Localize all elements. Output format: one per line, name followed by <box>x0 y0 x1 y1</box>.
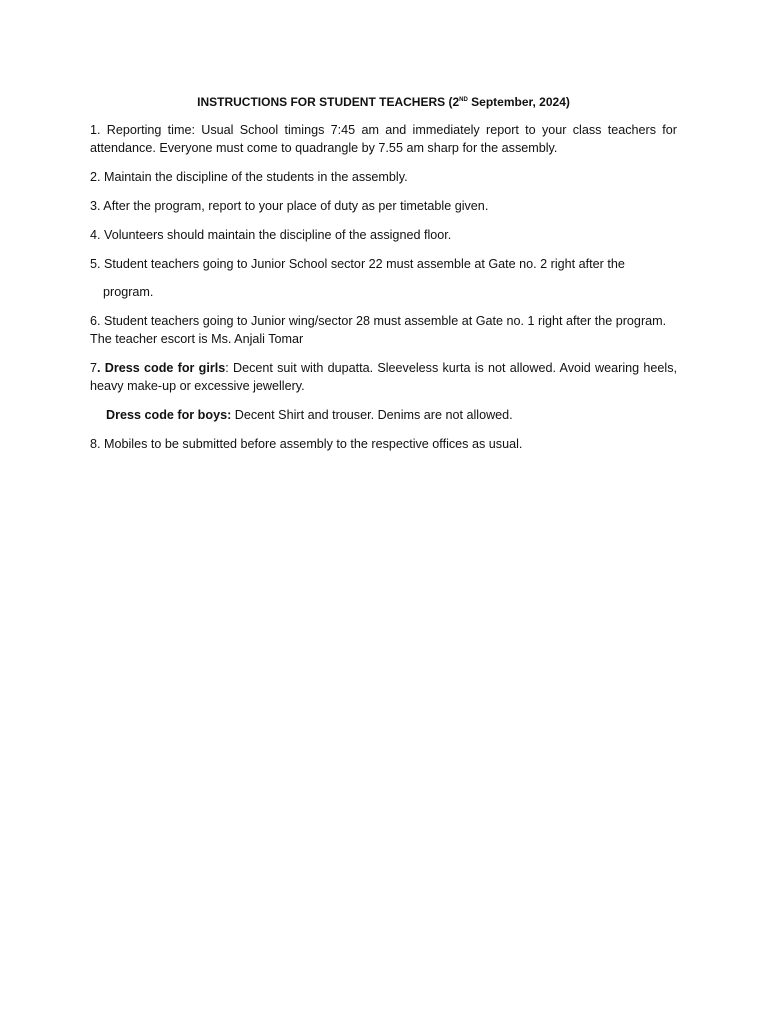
instruction-item-6 <box>90 312 677 348</box>
instruction-item-6-line2: The teacher escort is Ms. Anjali Tomar <box>90 332 304 346</box>
instruction-item-7-girls-dress-code <box>90 359 677 395</box>
instruction-item-8: 8. Mobiles to be submitted before assembly to the respective offices as usual. <box>90 437 523 451</box>
boys-dress-code-label: Dress code for boys: <box>106 408 232 422</box>
instruction-item-6-line1: 6. Student teachers going to Junior wing/sector 28 must assemble at Gate no. 1 right after the program. <box>90 314 667 328</box>
instruction-item-4: 4. Volunteers should maintain the discipline of the assigned floor. <box>90 228 452 242</box>
title-suffix: September, 2024) <box>467 95 570 109</box>
instruction-item-1: 1. Reporting time: Usual School timings 7:45 am and immediately report to your class teachers for attendance. Everyone must come to quadrangle by 7.55 am sharp for the assembly. <box>90 123 677 155</box>
document-body <box>90 93 677 464</box>
document-title <box>90 93 677 111</box>
title-prefix: INSTRUCTIONS FOR STUDENT TEACHERS (2 <box>197 95 460 109</box>
girls-dress-code-text: : Decent suit with dupatta. Sleeveless kurta is not allowed. Avoid wearing heels, heavy make-up or excessive jewellery. <box>90 361 677 393</box>
instruction-item-2: 2. Maintain the discipline of the students in the assembly. <box>90 170 408 184</box>
instruction-item-5-continuation: program. <box>103 285 154 299</box>
item-7-number: 7 <box>90 361 98 375</box>
boys-dress-code-text: Decent Shirt and trouser. Denims are not allowed. <box>231 408 513 422</box>
girls-dress-code-label: . Dress code for girls <box>97 361 226 375</box>
title-superscript: ND <box>459 97 468 103</box>
instruction-item-3: 3. After the program, report to your place of duty as per timetable given. <box>90 199 489 213</box>
instruction-item-5: 5. Student teachers going to Junior School sector 22 must assemble at Gate no. 2 right after the <box>90 257 625 271</box>
boys-dress-code <box>90 406 677 424</box>
